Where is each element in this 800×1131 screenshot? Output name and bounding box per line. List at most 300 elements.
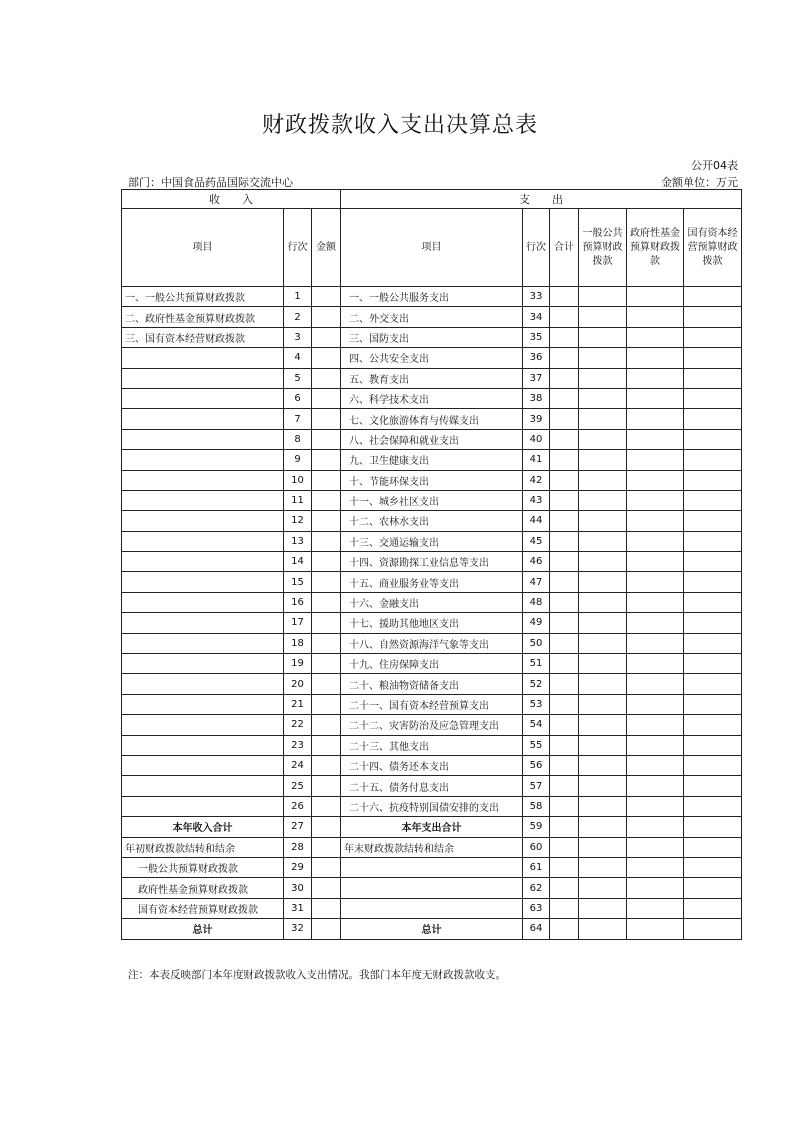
line-number: 19 [284, 654, 312, 674]
general-budget-header: 一般公共预算财政拨款 [579, 209, 627, 287]
amount-cell [550, 511, 579, 531]
table-row [122, 755, 742, 775]
amount-cell [550, 633, 579, 653]
line-number: 45 [523, 531, 550, 551]
income-item [122, 450, 284, 470]
line-number: 18 [284, 633, 312, 653]
amount-cell [550, 715, 579, 735]
expense-item: 五、教育支出 [341, 368, 523, 388]
amount-cell [627, 817, 684, 837]
line-number: 11 [284, 490, 312, 510]
expense-item: 十七、援助其他地区支出 [341, 613, 523, 633]
table-row [122, 613, 742, 633]
line-number: 63 [523, 898, 550, 918]
amount-cell [684, 857, 742, 877]
line-number: 25 [284, 776, 312, 796]
amount-cell [627, 511, 684, 531]
line-number: 28 [284, 837, 312, 857]
expense-item: 四、公共安全支出 [341, 348, 523, 368]
amount-cell [579, 592, 627, 612]
amount-cell [312, 287, 341, 307]
line-number: 9 [284, 450, 312, 470]
amount-cell [684, 287, 742, 307]
line-number: 38 [523, 388, 550, 408]
amount-cell [579, 694, 627, 714]
income-amount-header: 金额 [312, 209, 341, 287]
line-number: 21 [284, 694, 312, 714]
income-item [122, 388, 284, 408]
amount-cell [312, 409, 341, 429]
line-number: 24 [284, 755, 312, 775]
line-number: 54 [523, 715, 550, 735]
table-row [122, 898, 742, 918]
line-number: 12 [284, 511, 312, 531]
expense-item: 十一、城乡社区支出 [341, 490, 523, 510]
amount-cell [312, 613, 341, 633]
amount-cell [627, 674, 684, 694]
line-number: 30 [284, 878, 312, 898]
line-number: 41 [523, 450, 550, 470]
carry-fund-label: 政府性基金预算财政拨款 [122, 878, 284, 898]
amount-cell [684, 919, 742, 939]
amount-cell [579, 796, 627, 816]
expense-item: 十八、自然资源海洋气象等支出 [341, 633, 523, 653]
amount-cell [684, 837, 742, 857]
table-row [122, 490, 742, 510]
amount-cell [627, 735, 684, 755]
income-item [122, 776, 284, 796]
line-number: 10 [284, 470, 312, 490]
amount-cell [579, 633, 627, 653]
line-number: 43 [523, 490, 550, 510]
expense-item: 十五、商业服务业等支出 [341, 572, 523, 592]
amount-cell [627, 348, 684, 368]
amount-cell [312, 735, 341, 755]
gov-fund-header: 政府性基金预算财政拨款 [627, 209, 684, 287]
line-number: 47 [523, 572, 550, 592]
amount-cell [627, 613, 684, 633]
income-item [122, 592, 284, 612]
table-row [122, 654, 742, 674]
income-item [122, 348, 284, 368]
expense-item: 十六、金融支出 [341, 592, 523, 612]
amount-cell [579, 307, 627, 327]
amount-cell [550, 552, 579, 572]
income-item [122, 429, 284, 449]
expense-item: 六、科学技术支出 [341, 388, 523, 408]
amount-cell [312, 429, 341, 449]
amount-cell [312, 898, 341, 918]
amount-cell [579, 878, 627, 898]
table-row [122, 674, 742, 694]
amount-cell [312, 368, 341, 388]
amount-cell [550, 857, 579, 877]
amount-cell [312, 755, 341, 775]
amount-cell [550, 307, 579, 327]
line-number: 5 [284, 368, 312, 388]
expense-item: 二十六、抗疫特别国债安排的支出 [341, 796, 523, 816]
table-row [122, 776, 742, 796]
line-number: 32 [284, 919, 312, 939]
amount-cell [684, 755, 742, 775]
amount-cell [627, 796, 684, 816]
expense-item: 十二、农林水支出 [341, 511, 523, 531]
line-number: 23 [284, 735, 312, 755]
line-number: 61 [523, 857, 550, 877]
income-total-label: 本年收入合计 [122, 817, 284, 837]
amount-cell [684, 674, 742, 694]
amount-cell [550, 572, 579, 592]
amount-cell [684, 592, 742, 612]
line-number: 57 [523, 776, 550, 796]
expense-item: 九、卫生健康支出 [341, 450, 523, 470]
table-row [122, 552, 742, 572]
line-number: 34 [523, 307, 550, 327]
amount-cell [579, 511, 627, 531]
amount-cell [684, 368, 742, 388]
amount-cell [550, 776, 579, 796]
amount-cell [684, 572, 742, 592]
line-number: 27 [284, 817, 312, 837]
amount-cell [550, 348, 579, 368]
income-item [122, 735, 284, 755]
amount-cell [550, 613, 579, 633]
table-row [122, 327, 742, 347]
amount-cell [579, 368, 627, 388]
expense-item: 七、文化旅游体育与传媒支出 [341, 409, 523, 429]
amount-cell [550, 490, 579, 510]
expense-total-header: 合计 [550, 209, 579, 287]
amount-cell [579, 409, 627, 429]
income-item [122, 674, 284, 694]
amount-cell [312, 694, 341, 714]
expense-item: 一、一般公共服务支出 [341, 287, 523, 307]
expense-item: 二十三、其他支出 [341, 735, 523, 755]
amount-cell [550, 368, 579, 388]
income-item: 一、一般公共预算财政拨款 [122, 287, 284, 307]
line-number: 31 [284, 898, 312, 918]
table-row [122, 409, 742, 429]
amount-cell [579, 552, 627, 572]
amount-cell [550, 287, 579, 307]
table-row [122, 450, 742, 470]
amount-cell [579, 348, 627, 368]
amount-cell [312, 919, 341, 939]
line-number: 1 [284, 287, 312, 307]
amount-cell [579, 715, 627, 735]
income-item [122, 572, 284, 592]
amount-cell [312, 857, 341, 877]
amount-cell [684, 490, 742, 510]
line-number: 52 [523, 674, 550, 694]
amount-cell [684, 307, 742, 327]
amount-cell [312, 450, 341, 470]
amount-cell [627, 327, 684, 347]
table-row [122, 307, 742, 327]
income-item [122, 552, 284, 572]
table-row [122, 735, 742, 755]
line-number: 13 [284, 531, 312, 551]
income-item [122, 531, 284, 551]
amount-cell [579, 776, 627, 796]
amount-cell [550, 694, 579, 714]
line-number: 49 [523, 613, 550, 633]
table-row [122, 511, 742, 531]
amount-cell [550, 796, 579, 816]
line-number: 36 [523, 348, 550, 368]
expense-item: 二十五、债务付息支出 [341, 776, 523, 796]
amount-cell [684, 531, 742, 551]
amount-cell [579, 898, 627, 918]
footnote: 注：本表反映部门本年度财政拨款收入支出情况。我部门本年度无财政拨款收支。 [128, 969, 506, 981]
amount-cell [550, 919, 579, 939]
amount-cell [684, 715, 742, 735]
line-number: 51 [523, 654, 550, 674]
amount-cell [627, 592, 684, 612]
amount-cell [627, 307, 684, 327]
amount-cell [684, 348, 742, 368]
carry-out-label: 年末财政拨款结转和结余 [341, 837, 523, 857]
amount-cell [312, 817, 341, 837]
line-number: 58 [523, 796, 550, 816]
grand-total-income-label: 总计 [122, 919, 284, 939]
table-row [122, 857, 742, 877]
amount-cell [550, 327, 579, 347]
line-number: 56 [523, 755, 550, 775]
amount-cell [684, 613, 742, 633]
line-number: 16 [284, 592, 312, 612]
grand-total-expense-label: 总计 [341, 919, 523, 939]
line-number: 14 [284, 552, 312, 572]
amount-cell [550, 837, 579, 857]
unit-label: 金额单位：万元 [661, 176, 738, 189]
line-number: 26 [284, 796, 312, 816]
amount-cell [550, 817, 579, 837]
table-row [122, 592, 742, 612]
amount-cell [550, 755, 579, 775]
amount-cell [684, 429, 742, 449]
amount-cell [550, 388, 579, 408]
line-number: 8 [284, 429, 312, 449]
table-row [122, 531, 742, 551]
amount-cell [627, 755, 684, 775]
amount-cell [550, 531, 579, 551]
line-number: 7 [284, 409, 312, 429]
amount-cell [684, 654, 742, 674]
expense-item: 二十一、国有资本经营预算支出 [341, 694, 523, 714]
amount-cell [579, 572, 627, 592]
carry-in-label: 年初财政拨款结转和结余 [122, 837, 284, 857]
line-number: 46 [523, 552, 550, 572]
expense-item: 二十四、债务还本支出 [341, 755, 523, 775]
amount-cell [312, 511, 341, 531]
amount-cell [684, 694, 742, 714]
amount-cell [684, 735, 742, 755]
expense-item [341, 878, 523, 898]
amount-cell [550, 470, 579, 490]
expense-item: 三、国防支出 [341, 327, 523, 347]
line-number: 60 [523, 837, 550, 857]
amount-cell [579, 450, 627, 470]
amount-cell [579, 755, 627, 775]
amount-cell [627, 776, 684, 796]
line-number: 35 [523, 327, 550, 347]
income-line-header: 行次 [284, 209, 312, 287]
line-number: 48 [523, 592, 550, 612]
amount-cell [627, 368, 684, 388]
amount-cell [312, 327, 341, 347]
income-item [122, 470, 284, 490]
amount-cell [312, 878, 341, 898]
expense-item: 二十、粮油物资储备支出 [341, 674, 523, 694]
amount-cell [579, 429, 627, 449]
line-number: 20 [284, 674, 312, 694]
income-item-header: 项目 [122, 209, 284, 287]
income-item [122, 633, 284, 653]
table-row [122, 694, 742, 714]
expense-section-header: 支 出 [341, 190, 742, 209]
amount-cell [550, 898, 579, 918]
amount-cell [627, 429, 684, 449]
table-row [122, 470, 742, 490]
line-number: 6 [284, 388, 312, 408]
amount-cell [627, 694, 684, 714]
expense-item: 十三、交通运输支出 [341, 531, 523, 551]
line-number: 50 [523, 633, 550, 653]
income-section-header: 收 入 [122, 190, 341, 209]
expense-item: 十四、资源勘探工业信息等支出 [341, 552, 523, 572]
expense-line-header: 行次 [523, 209, 550, 287]
table-row [122, 429, 742, 449]
amount-cell [627, 287, 684, 307]
line-number: 55 [523, 735, 550, 755]
amount-cell [627, 470, 684, 490]
amount-cell [312, 470, 341, 490]
amount-cell [684, 388, 742, 408]
expense-item: 二、外交支出 [341, 307, 523, 327]
line-number: 64 [523, 919, 550, 939]
line-number: 37 [523, 368, 550, 388]
amount-cell [579, 674, 627, 694]
amount-cell [579, 735, 627, 755]
amount-cell [684, 776, 742, 796]
line-number: 2 [284, 307, 312, 327]
expense-total-label: 本年支出合计 [341, 817, 523, 837]
amount-cell [579, 919, 627, 939]
expense-item: 八、社会保障和就业支出 [341, 429, 523, 449]
amount-cell [627, 878, 684, 898]
amount-cell [579, 327, 627, 347]
income-item [122, 694, 284, 714]
income-item [122, 409, 284, 429]
department-label: 部门：中国食品药品国际交流中心 [128, 176, 293, 189]
income-item [122, 715, 284, 735]
amount-cell [312, 796, 341, 816]
amount-cell [550, 735, 579, 755]
amount-cell [627, 531, 684, 551]
amount-cell [627, 919, 684, 939]
line-number: 22 [284, 715, 312, 735]
amount-cell [312, 715, 341, 735]
line-number: 59 [523, 817, 550, 837]
amount-cell [684, 327, 742, 347]
amount-cell [312, 674, 341, 694]
amount-cell [684, 633, 742, 653]
carry-capital-label: 国有资本经营预算财政拨款 [122, 898, 284, 918]
line-number: 53 [523, 694, 550, 714]
line-number: 17 [284, 613, 312, 633]
amount-cell [550, 674, 579, 694]
amount-cell [627, 490, 684, 510]
amount-cell [684, 511, 742, 531]
income-item: 三、国有资本经营财政拨款 [122, 327, 284, 347]
amount-cell [684, 796, 742, 816]
table-row [122, 633, 742, 653]
amount-cell [312, 490, 341, 510]
amount-cell [550, 429, 579, 449]
amount-cell [627, 654, 684, 674]
amount-cell [579, 857, 627, 877]
table-row [122, 572, 742, 592]
table-row [122, 796, 742, 816]
amount-cell [312, 572, 341, 592]
expense-item [341, 857, 523, 877]
amount-cell [684, 898, 742, 918]
table-row [122, 837, 742, 857]
amount-cell [312, 531, 341, 551]
amount-cell [627, 450, 684, 470]
table-row [122, 287, 742, 307]
table-row [122, 878, 742, 898]
amount-cell [550, 878, 579, 898]
amount-cell [627, 857, 684, 877]
line-number: 4 [284, 348, 312, 368]
line-number: 33 [523, 287, 550, 307]
amount-cell [579, 531, 627, 551]
amount-cell [627, 388, 684, 408]
amount-cell [312, 837, 341, 857]
expense-item: 二十二、灾害防治及应急管理支出 [341, 715, 523, 735]
amount-cell [312, 307, 341, 327]
line-number: 40 [523, 429, 550, 449]
amount-cell [579, 654, 627, 674]
line-number: 3 [284, 327, 312, 347]
amount-cell [627, 837, 684, 857]
budget-table [121, 189, 742, 940]
amount-cell [684, 878, 742, 898]
table-row [122, 919, 742, 939]
line-number: 62 [523, 878, 550, 898]
expense-item [341, 898, 523, 918]
amount-cell [579, 287, 627, 307]
income-item [122, 511, 284, 531]
carry-general-label: 一般公共预算财政拨款 [122, 857, 284, 877]
amount-cell [684, 817, 742, 837]
table-row [122, 348, 742, 368]
amount-cell [312, 776, 341, 796]
amount-cell [627, 715, 684, 735]
expense-item-header: 项目 [341, 209, 523, 287]
income-item [122, 368, 284, 388]
amount-cell [550, 654, 579, 674]
line-number: 29 [284, 857, 312, 877]
amount-cell [684, 470, 742, 490]
line-number: 44 [523, 511, 550, 531]
amount-cell [312, 592, 341, 612]
amount-cell [579, 837, 627, 857]
line-number: 39 [523, 409, 550, 429]
line-number: 15 [284, 572, 312, 592]
